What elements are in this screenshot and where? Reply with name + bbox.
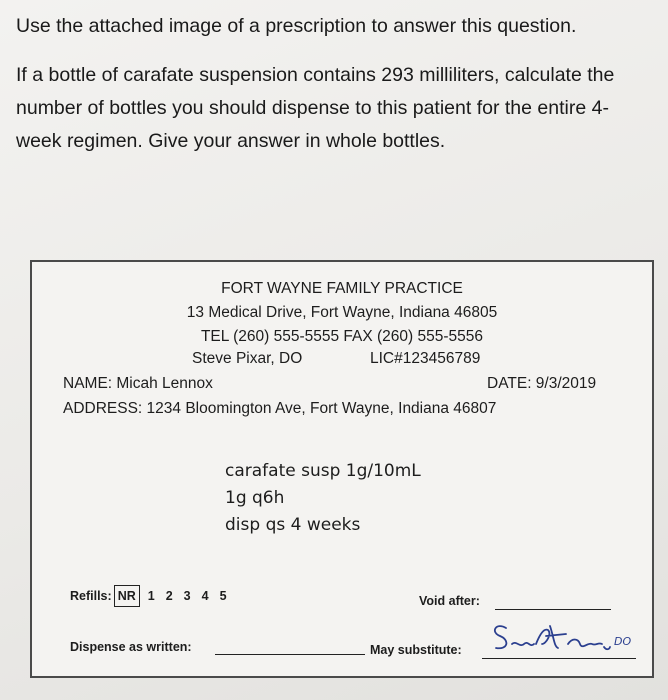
rx-instructions [225,458,421,539]
dose-line: 1g q6h [225,488,285,508]
refills-option-3[interactable]: 3 [183,589,191,603]
question-text [16,10,636,158]
license-number: LIC#123456789 [370,350,481,367]
signature-suffix: DO [614,635,632,648]
patient-name: NAME: Micah Lennox [63,375,213,392]
prescriber-name: Steve Pixar, DO [192,350,303,367]
refills-label: Refills: [70,589,112,603]
refills-selector [70,585,238,607]
refills-option-2[interactable]: 2 [165,589,173,603]
void-after-label: Void after: [419,594,480,608]
prescriber-signature [488,614,638,658]
may-substitute-label: May substitute: [370,643,462,657]
patient-address: ADDRESS: 1234 Bloomington Ave, Fort Wayne, Indiana 46807 [63,400,497,417]
dispense-as-written-line [215,654,365,655]
dispense-line: disp qs 4 weeks [225,515,361,535]
question-prompt: If a bottle of carafate suspension contains 293 milliliters, calculate the number of bottles you should dispense to this patient for the entire 4-week regimen. Give your answer in whole bottles. [16,64,615,152]
refills-option-1[interactable]: 1 [147,589,155,603]
rx-date: DATE: 9/3/2019 [487,375,597,392]
practice-phone: TEL (260) 555-5555 FAX (260) 555-5556 [200,328,484,345]
refills-option-selected[interactable]: NR [114,585,140,607]
refills-option-5[interactable]: 5 [219,589,227,603]
void-after-line [495,609,611,610]
practice-address: 13 Medical Drive, Fort Wayne, Indiana 46805 [186,304,498,321]
refills-option-4[interactable]: 4 [201,589,209,603]
practice-name: FORT WAYNE FAMILY PRACTICE [221,280,463,297]
prescription-form [30,260,654,678]
drug-line: carafate susp 1g/10mL [225,461,421,481]
dispense-as-written-label: Dispense as written: [70,640,192,654]
question-instruction: Use the attached image of a prescription to answer this question. [16,15,577,37]
may-substitute-line [482,658,636,659]
